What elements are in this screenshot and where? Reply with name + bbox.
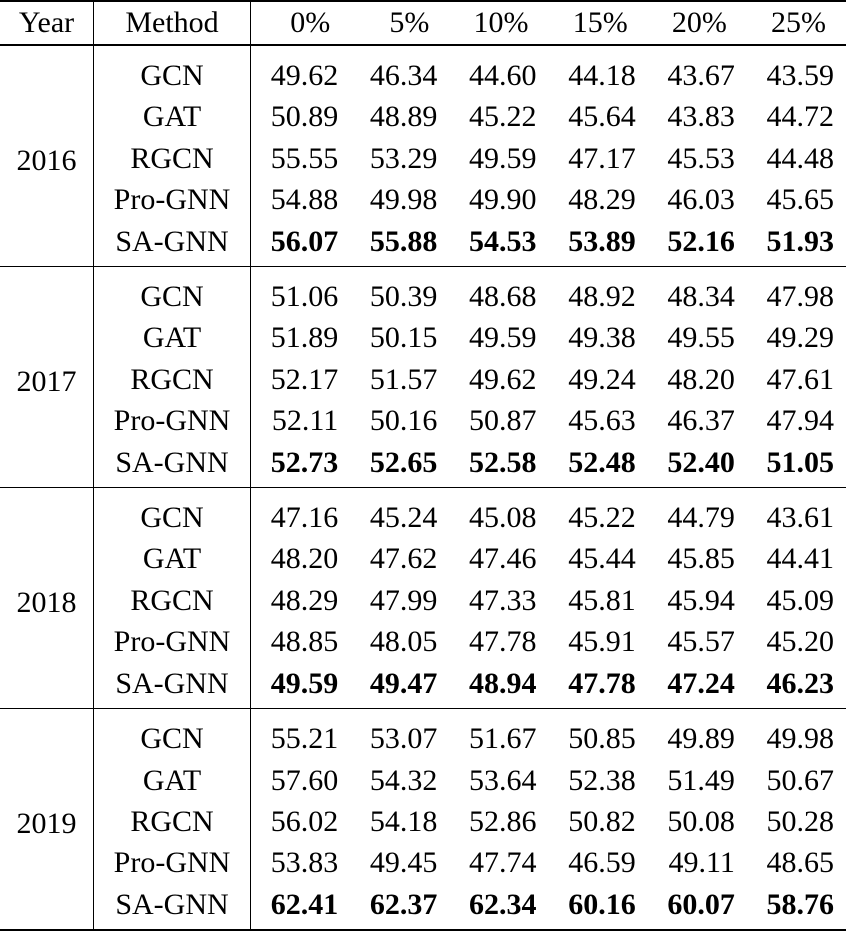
- value-cell: 46.03: [667, 183, 735, 217]
- method-cell: RGCN: [94, 138, 251, 179]
- value-cell: 49.59: [270, 666, 339, 700]
- value-cell: 51.89: [270, 321, 339, 355]
- table-row: [0, 96, 846, 137]
- value-cell: 50.28: [766, 804, 834, 838]
- value-cell: 46.37: [667, 404, 735, 438]
- value-cell: 49.89: [667, 722, 735, 756]
- method-cell: Pro-GNN: [94, 842, 251, 883]
- value-cell: 48.20: [270, 542, 339, 576]
- value-cell: 62.41: [270, 887, 339, 921]
- value-cell: 44.18: [568, 59, 636, 92]
- method-cell: GCN: [94, 267, 251, 318]
- value-cell: 47.99: [369, 583, 438, 617]
- method-cell: SA-GNN: [94, 442, 251, 488]
- value-cell: 50.85: [568, 722, 636, 756]
- value-cell: 48.05: [369, 625, 438, 659]
- value-cell: 46.34: [369, 59, 438, 92]
- method-cell: GAT: [94, 538, 251, 579]
- value-cell: 47.61: [766, 362, 834, 396]
- value-cell: 49.24: [568, 362, 636, 396]
- value-cell: 58.76: [766, 887, 834, 921]
- year-group-2017: [0, 267, 846, 488]
- method-cell: GAT: [94, 96, 251, 137]
- header-5pct: 5%: [389, 6, 430, 40]
- value-cell: 52.11: [271, 404, 339, 438]
- header-0pct: 0%: [290, 6, 331, 40]
- table-row: [0, 663, 846, 709]
- value-cell: 56.07: [270, 224, 339, 258]
- value-cell: 52.48: [568, 445, 636, 479]
- value-cell: 47.74: [469, 846, 537, 880]
- value-cell: 51.49: [667, 763, 735, 797]
- header-10pct: 10%: [473, 6, 529, 40]
- value-cell: 60.16: [568, 887, 636, 921]
- value-cell: 48.89: [369, 100, 438, 134]
- year-group-2018: [0, 488, 846, 709]
- value-cell: 50.67: [766, 763, 834, 797]
- value-cell: 43.83: [667, 100, 735, 134]
- value-cell: 51.67: [469, 722, 537, 756]
- value-cell: 45.63: [568, 404, 636, 438]
- value-cell: 49.45: [369, 846, 438, 880]
- value-cell: 53.64: [469, 763, 537, 797]
- value-cell: 46.23: [766, 666, 834, 700]
- value-cell: 48.92: [568, 280, 636, 314]
- value-cell: 62.37: [369, 887, 438, 921]
- value-cell: 48.94: [469, 666, 537, 700]
- table-row: [0, 359, 846, 400]
- value-cell: 52.38: [568, 763, 636, 797]
- value-cell: 53.89: [568, 224, 636, 258]
- table-row: [0, 267, 846, 318]
- value-cell: 52.17: [270, 362, 339, 396]
- value-cell: 44.41: [766, 542, 834, 576]
- header-method: Method: [94, 1, 251, 45]
- table-row: [0, 400, 846, 441]
- value-cell: 45.57: [667, 625, 735, 659]
- value-cell: 50.08: [667, 804, 735, 838]
- value-cell: 43.61: [766, 501, 834, 535]
- value-cell: 45.08: [469, 501, 537, 535]
- value-cell: 50.82: [568, 804, 636, 838]
- value-cell: 48.68: [469, 280, 537, 314]
- table-row: [0, 317, 846, 358]
- value-cell: 45.24: [369, 501, 438, 535]
- table-row: [0, 621, 846, 662]
- value-cell: 49.55: [667, 321, 735, 355]
- value-cell: 45.65: [766, 183, 834, 217]
- value-cell: 44.48: [766, 141, 834, 175]
- table-row: [0, 801, 846, 842]
- value-cell: 50.16: [369, 404, 438, 438]
- value-cell: 50.87: [469, 404, 537, 438]
- method-cell: SA-GNN: [94, 663, 251, 709]
- value-cell: 52.86: [469, 804, 537, 838]
- value-cell: 55.88: [369, 224, 438, 258]
- table-row: [0, 580, 846, 621]
- value-cell: 49.38: [568, 321, 636, 355]
- value-cell: 51.57: [369, 362, 438, 396]
- value-cell: 48.65: [766, 846, 834, 880]
- value-cell: 44.60: [469, 59, 537, 92]
- value-cell: 46.59: [568, 846, 636, 880]
- value-cell: 45.94: [667, 583, 735, 617]
- value-cell: 43.67: [667, 59, 735, 92]
- year-group-2016: [0, 45, 846, 267]
- value-cell: 55.55: [270, 141, 339, 175]
- method-cell: GCN: [94, 488, 251, 539]
- value-cell: 47.46: [469, 542, 537, 576]
- value-cell: 45.22: [568, 501, 636, 535]
- value-cell: 45.85: [667, 542, 735, 576]
- value-cell: 55.21: [270, 722, 339, 756]
- value-cell: 47.24: [667, 666, 735, 700]
- method-cell: Pro-GNN: [94, 179, 251, 220]
- value-cell: 53.83: [270, 846, 339, 880]
- value-cell: 47.17: [568, 141, 636, 175]
- year-cell: 2018: [0, 488, 94, 709]
- value-cell: 47.98: [766, 280, 834, 314]
- value-cell: 53.07: [369, 722, 438, 756]
- method-cell: GAT: [94, 317, 251, 358]
- year-cell: 2017: [0, 267, 94, 488]
- value-cell: 49.11: [668, 846, 735, 880]
- value-cell: 54.88: [270, 183, 339, 217]
- table-row: [0, 442, 846, 488]
- header-row: [0, 1, 846, 45]
- table-row: [0, 221, 846, 267]
- value-cell: 52.73: [270, 445, 339, 479]
- value-cell: 50.89: [270, 100, 339, 134]
- method-cell: RGCN: [94, 580, 251, 621]
- value-cell: 44.79: [667, 501, 735, 535]
- year-cell: 2016: [0, 45, 94, 267]
- value-cell: 49.29: [766, 321, 834, 355]
- value-cell: 48.20: [667, 362, 735, 396]
- value-cell: 51.06: [270, 280, 339, 314]
- table-row: [0, 760, 846, 801]
- value-cell: 54.18: [369, 804, 438, 838]
- value-cell: 47.62: [369, 542, 438, 576]
- method-cell: GAT: [94, 760, 251, 801]
- value-cell: 45.44: [568, 542, 636, 576]
- value-cell: 49.90: [469, 183, 537, 217]
- value-cell: 54.53: [469, 224, 537, 258]
- table-row: [0, 488, 846, 539]
- value-cell: 45.53: [667, 141, 735, 175]
- method-cell: GCN: [94, 45, 251, 96]
- method-cell: SA-GNN: [94, 884, 251, 930]
- value-cell: 47.78: [469, 625, 537, 659]
- table-row: [0, 884, 846, 930]
- method-cell: SA-GNN: [94, 221, 251, 267]
- value-cell: 51.93: [766, 224, 834, 258]
- header-15pct: 15%: [572, 6, 628, 40]
- value-cell: 47.16: [270, 501, 339, 535]
- value-cell: 50.39: [369, 280, 438, 314]
- value-cell: 56.02: [270, 804, 339, 838]
- table-row: [0, 138, 846, 179]
- header-25pct: 25%: [771, 6, 826, 40]
- value-cell: 60.07: [667, 887, 735, 921]
- table-row: [0, 538, 846, 579]
- value-cell: 44.72: [766, 100, 834, 134]
- method-cell: Pro-GNN: [94, 400, 251, 441]
- value-cell: 54.32: [369, 763, 438, 797]
- value-cell: 48.29: [270, 583, 339, 617]
- value-cell: 45.81: [568, 583, 636, 617]
- value-cell: 49.47: [369, 666, 438, 700]
- value-cell: 47.78: [568, 666, 636, 700]
- value-cell: 47.94: [766, 404, 834, 438]
- value-cell: 49.62: [270, 59, 339, 92]
- value-cell: 52.16: [667, 224, 735, 258]
- header-year: Year: [0, 1, 94, 45]
- value-cell: 49.98: [766, 722, 834, 756]
- method-cell: RGCN: [94, 801, 251, 842]
- value-cell: 49.59: [469, 141, 537, 175]
- header-20pct: 20%: [671, 6, 727, 40]
- table-row: [0, 709, 846, 760]
- method-cell: RGCN: [94, 359, 251, 400]
- value-cell: 45.64: [568, 100, 636, 134]
- year-group-2019: [0, 709, 846, 931]
- value-cell: 43.59: [766, 59, 834, 92]
- value-cell: 49.59: [469, 321, 537, 355]
- table-row: [0, 842, 846, 883]
- method-cell: GCN: [94, 709, 251, 760]
- value-cell: 48.29: [568, 183, 636, 217]
- value-cell: 53.29: [369, 141, 438, 175]
- value-cell: 57.60: [270, 763, 339, 797]
- value-cell: 49.98: [369, 183, 438, 217]
- value-cell: 52.40: [667, 445, 735, 479]
- value-cell: 49.62: [469, 362, 537, 396]
- value-cell: 45.91: [568, 625, 636, 659]
- value-cell: 51.05: [766, 445, 834, 479]
- value-cell: 52.65: [369, 445, 438, 479]
- value-cell: 45.20: [766, 625, 834, 659]
- table-row: [0, 45, 846, 96]
- value-cell: 45.09: [766, 583, 834, 617]
- year-cell: 2019: [0, 709, 94, 931]
- value-cell: 48.85: [270, 625, 339, 659]
- value-cell: 47.33: [469, 583, 537, 617]
- table-row: [0, 179, 846, 220]
- value-cell: 48.34: [667, 280, 735, 314]
- value-cell: 50.15: [369, 321, 438, 355]
- value-cell: 52.58: [469, 445, 537, 479]
- method-cell: Pro-GNN: [94, 621, 251, 662]
- value-cell: 62.34: [469, 887, 537, 921]
- value-cell: 45.22: [469, 100, 537, 134]
